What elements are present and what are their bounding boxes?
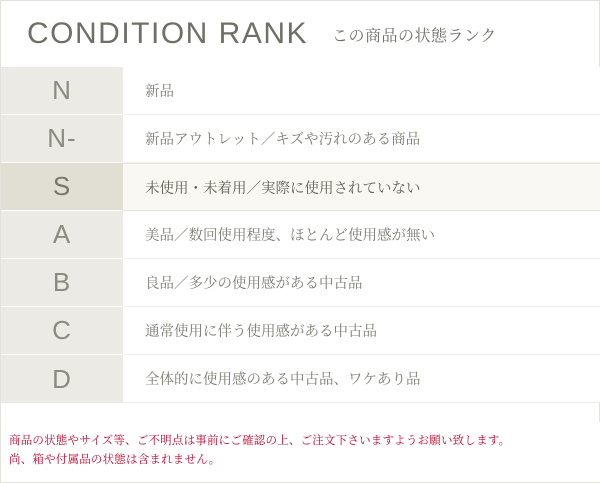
table-row [1, 355, 600, 403]
rank-letter: D [1, 355, 123, 403]
table-row [1, 307, 600, 355]
rank-description: 良品／多少の使用感がある中古品 [123, 259, 600, 307]
table-row-highlighted [1, 163, 600, 211]
rank-description: 未使用・未着用／実際に使用されていない [123, 163, 600, 211]
rank-letter: B [1, 259, 123, 307]
rank-letter: C [1, 307, 123, 355]
table-row [1, 67, 600, 115]
rank-description: 新品 [123, 67, 600, 115]
footer-note-line-1: 商品の状態やサイズ等、ご不明点は事前にご確認の上、ご注文下さいますようお願い致します。 [9, 435, 511, 448]
rank-letter: N [1, 67, 123, 115]
rank-letter: A [1, 211, 123, 259]
rank-description: 通常使用に伴う使用感がある中古品 [123, 307, 600, 355]
rank-description: 全体的に使用感のある中古品、ワケあり品 [123, 355, 600, 403]
table-row [1, 259, 600, 307]
table-row [1, 115, 600, 163]
page-subtitle: この商品の状態ランク [332, 27, 497, 45]
rank-description: 新品アウトレット／キズや汚れのある商品 [123, 115, 600, 163]
rank-description: 美品／数回使用程度、ほとんど使用感が無い [123, 211, 600, 259]
header [1, 1, 599, 67]
footer-note [1, 422, 600, 482]
rank-table [1, 67, 600, 403]
rank-letter: N- [1, 115, 123, 163]
footer-note-line-2: 尚、箱や付属品の状態は含まれません。 [9, 454, 221, 467]
page-title: CONDITION RANK [27, 17, 309, 50]
table-row [1, 211, 600, 259]
rank-letter: S [1, 163, 123, 211]
